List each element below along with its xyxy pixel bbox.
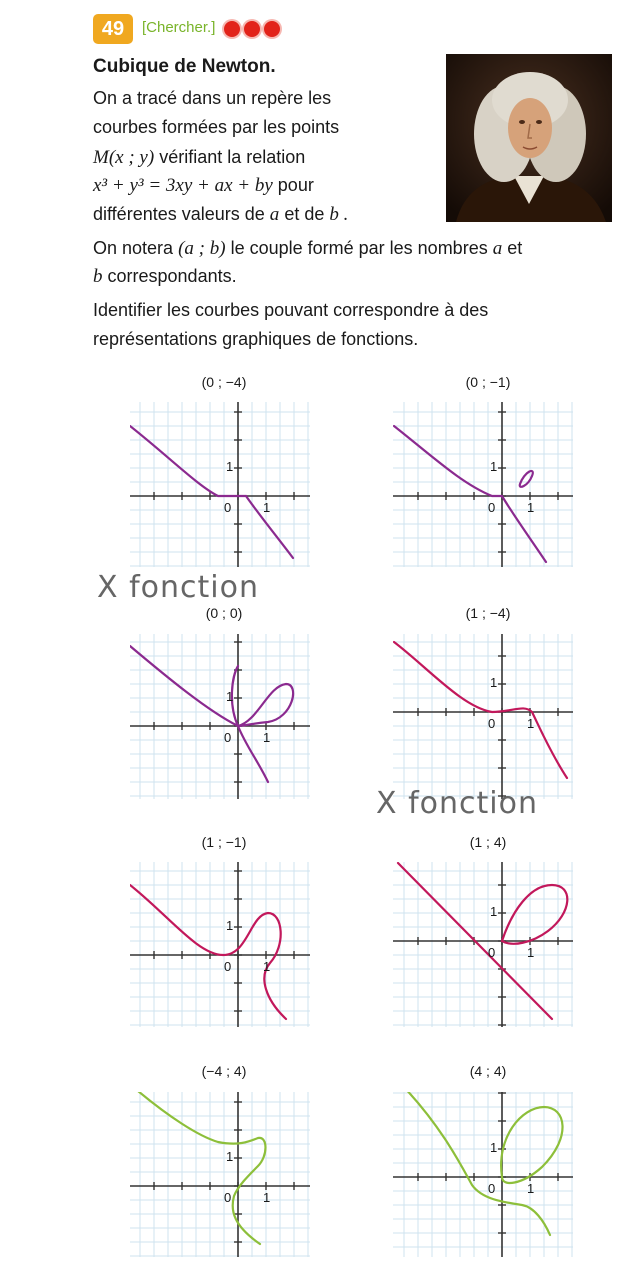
- question-line-2: représentations graphiques de fonctions.: [93, 329, 419, 349]
- graph-label: (4 ; 4): [469, 1063, 507, 1079]
- exercise-type-tag: [Chercher.]: [142, 19, 216, 36]
- curve-graph: [130, 862, 310, 1027]
- handwritten-note-2: X fonction: [376, 786, 538, 821]
- var-b: b .: [329, 204, 349, 225]
- var-a-2: a: [492, 238, 503, 259]
- axis-origin-label: 0: [488, 1181, 496, 1196]
- intro-line-4: [93, 171, 314, 200]
- curve-graph: [393, 402, 573, 567]
- intro-line-1: On a tracé dans un repère les: [93, 88, 332, 108]
- point-notation: M(x ; y): [93, 147, 155, 168]
- question-line-1: Identifier les courbes pouvant correspondre à des: [93, 300, 489, 320]
- axis-y-one-label: 1: [490, 459, 498, 474]
- graph-label: (0 ; −1): [465, 374, 511, 390]
- intro-line-2: courbes formées par les points: [93, 117, 340, 137]
- axis-y-one-label: 1: [226, 689, 234, 704]
- var-b-2: b: [93, 266, 103, 287]
- axis-origin-label: 0: [488, 716, 496, 731]
- curve-graph: [130, 634, 310, 799]
- newton-portrait: [446, 54, 612, 222]
- curve-graph: [130, 1092, 310, 1257]
- intro-line-7-text: correspondants.: [107, 266, 237, 286]
- axis-origin-label: 0: [488, 500, 496, 515]
- intro-line-3: [93, 143, 305, 172]
- axis-y-one-label: 1: [490, 904, 498, 919]
- axis-x-one-label: 1: [263, 500, 271, 515]
- axis-origin-label: 0: [224, 1190, 232, 1205]
- curve-graph: [393, 634, 573, 799]
- difficulty-dot: [224, 21, 240, 37]
- graph-label: (1 ; 4): [469, 834, 507, 850]
- difficulty-dot: [264, 21, 280, 37]
- axis-y-one-label: 1: [490, 675, 498, 690]
- axis-origin-label: 0: [224, 730, 232, 745]
- axis-y-one-label: 1: [226, 1149, 234, 1164]
- graph-label: (0 ; −4): [201, 374, 247, 390]
- var-a: a: [269, 204, 280, 225]
- axis-origin-label: 0: [488, 945, 496, 960]
- axis-origin-label: 0: [224, 959, 232, 974]
- curve-graph: [130, 402, 310, 567]
- axis-x-one-label: 1: [263, 959, 271, 974]
- difficulty-dot: [244, 21, 260, 37]
- graph-label: (−4 ; 4): [201, 1063, 247, 1079]
- curve-graph: [393, 1092, 573, 1257]
- axis-x-one-label: 1: [527, 945, 535, 960]
- axis-x-one-label: 1: [527, 500, 535, 515]
- axis-y-one-label: 1: [226, 918, 234, 933]
- intro-line-7: [93, 262, 237, 291]
- couple-notation: (a ; b): [178, 238, 226, 259]
- axis-origin-label: 0: [224, 500, 232, 515]
- intro-line-5-text-a: différentes valeurs de: [93, 204, 265, 224]
- intro-line-6-b: le couple formé par les nombres: [230, 238, 488, 258]
- graph-label: (0 ; 0): [205, 605, 243, 621]
- curve-graph: [393, 862, 573, 1027]
- intro-line-4-text: pour: [277, 175, 314, 195]
- intro-line-5-text-b: et de: [284, 204, 325, 224]
- handwritten-note-1: X fonction: [97, 570, 259, 605]
- graph-label: (1 ; −4): [465, 605, 511, 621]
- intro-line-6: [93, 234, 522, 263]
- exercise-number-badge: 49: [93, 14, 133, 44]
- axis-y-one-label: 1: [226, 459, 234, 474]
- intro-line-6-a: On notera: [93, 238, 174, 258]
- axis-x-one-label: 1: [263, 1190, 271, 1205]
- intro-line-5: [93, 200, 348, 229]
- equation: x³ + y³ = 3xy + ax + by: [93, 175, 273, 196]
- difficulty-indicator: [224, 21, 284, 39]
- axis-y-one-label: 1: [490, 1140, 498, 1155]
- graph-label: (1 ; −1): [201, 834, 247, 850]
- intro-line-3-text: vérifiant la relation: [159, 147, 306, 167]
- axis-x-one-label: 1: [263, 730, 271, 745]
- axis-x-one-label: 1: [527, 716, 535, 731]
- axis-x-one-label: 1: [527, 1181, 535, 1196]
- exercise-title: Cubique de Newton.: [93, 56, 276, 77]
- intro-line-6-c: et: [507, 238, 523, 258]
